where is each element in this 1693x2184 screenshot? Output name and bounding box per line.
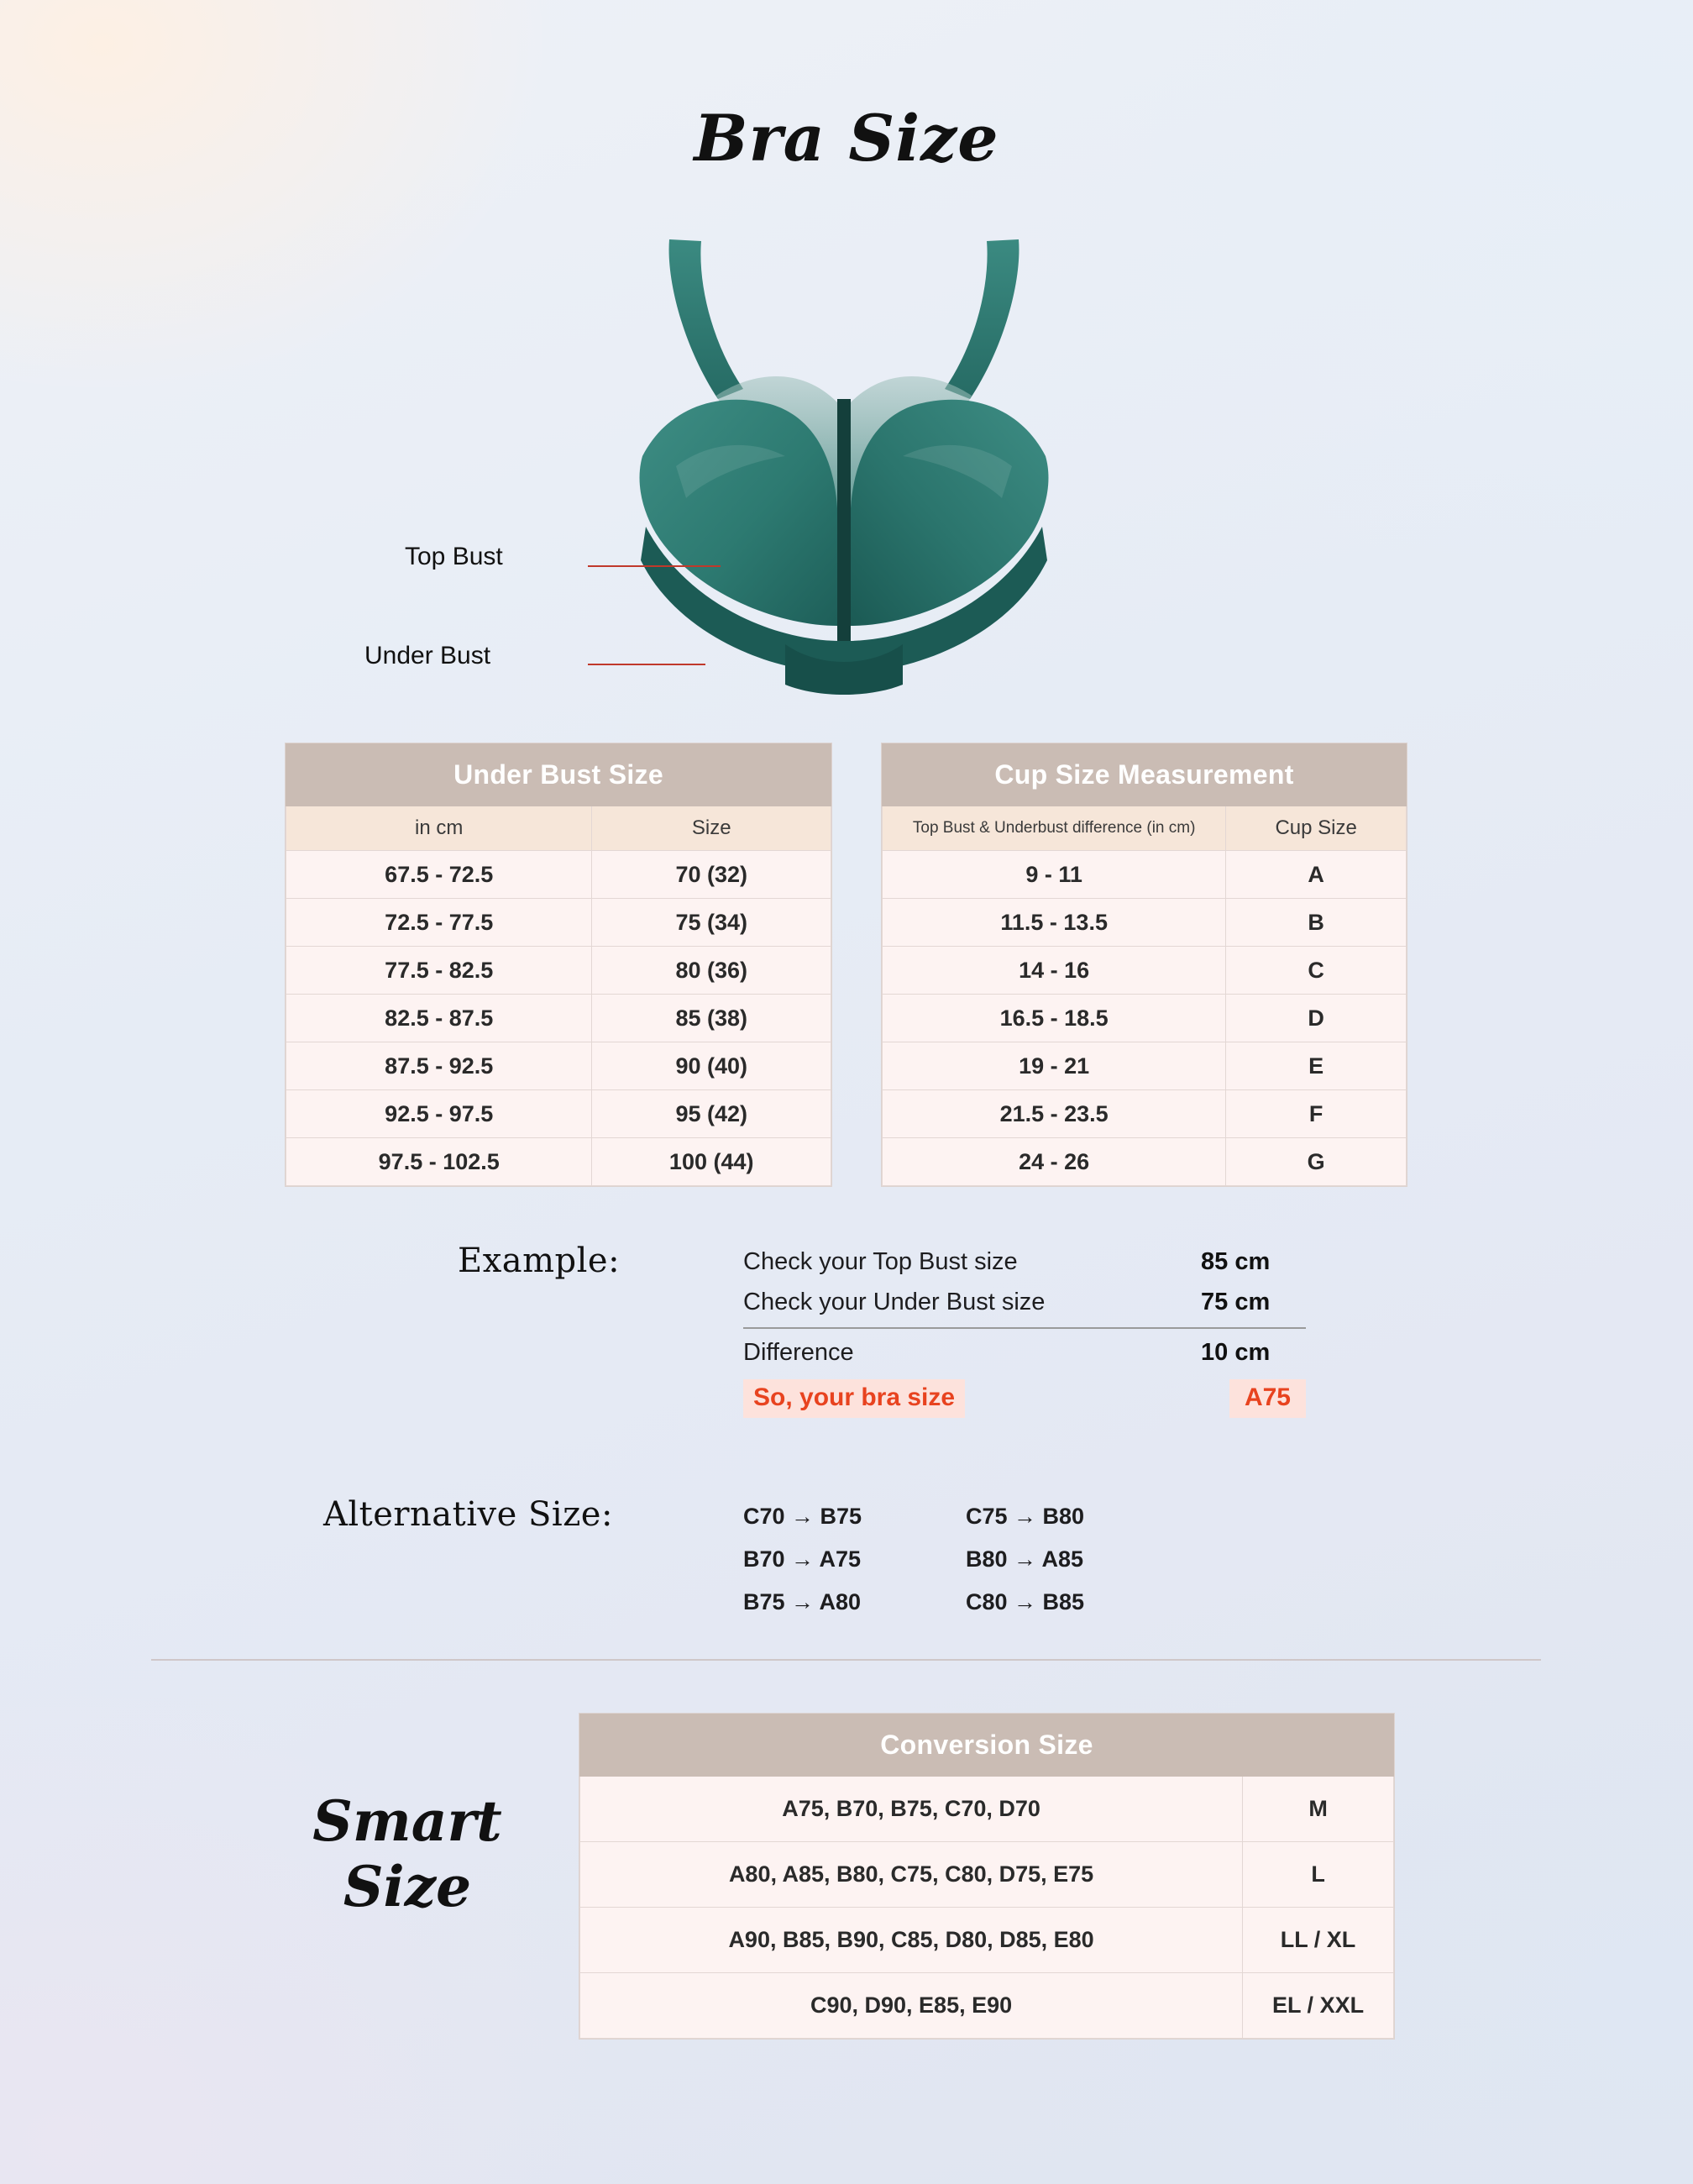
conversion-label: M	[1243, 1777, 1394, 1842]
table-row	[286, 1042, 831, 1090]
cup-size-measurement-table	[882, 743, 1407, 1186]
cup-size-col-difference: Top Bust & Underbust difference (in cm)	[883, 806, 1226, 851]
cup-letter: B	[1226, 899, 1407, 947]
example-row-value: 10 cm	[1201, 1339, 1271, 1366]
cup-difference: 11.5 - 13.5	[883, 899, 1226, 947]
cup-size-col-cup: Cup Size	[1226, 806, 1407, 851]
table-row	[286, 947, 831, 995]
under-bust-cm: 77.5 - 82.5	[286, 947, 592, 995]
table-row	[883, 1090, 1407, 1138]
section-divider	[151, 1659, 1541, 1661]
under-bust-col-size: Size	[592, 806, 831, 851]
alternative-size-item: C70 → B75	[743, 1504, 862, 1529]
page-title: Bra Size	[694, 101, 999, 176]
table-row	[883, 851, 1407, 899]
under-bust-size: 85 (38)	[592, 995, 831, 1042]
table-row	[286, 1090, 831, 1138]
example-row-value: 85 cm	[1201, 1248, 1271, 1275]
cup-letter: G	[1226, 1138, 1407, 1186]
table-row	[286, 1138, 831, 1186]
example-row-value: 75 cm	[1201, 1289, 1271, 1315]
example-result-label: So, your bra size	[743, 1379, 965, 1418]
example-block	[743, 1243, 1306, 1425]
under-bust-size: 95 (42)	[592, 1090, 831, 1138]
leader-line-under-bust	[588, 664, 705, 665]
leader-line-top-bust	[588, 565, 721, 567]
under-bust-cm: 92.5 - 97.5	[286, 1090, 592, 1138]
table-row	[580, 1908, 1394, 1973]
alternative-size-item: C80 → B85	[966, 1589, 1085, 1614]
alternative-size-item: B70 → A75	[743, 1546, 862, 1572]
cup-difference: 14 - 16	[883, 947, 1226, 995]
under-bust-size: 75 (34)	[592, 899, 831, 947]
under-bust-cm: 72.5 - 77.5	[286, 899, 592, 947]
conversion-size-table	[579, 1714, 1394, 2039]
alternative-size-grid	[743, 1504, 1213, 1615]
example-result-row	[743, 1374, 1306, 1425]
example-divider	[743, 1327, 1306, 1329]
conversion-sizes: C90, D90, E85, E90	[580, 1973, 1243, 2039]
under-bust-size: 80 (36)	[592, 947, 831, 995]
cup-difference: 9 - 11	[883, 851, 1226, 899]
under-bust-size-table	[286, 743, 831, 1186]
example-row	[743, 1334, 1306, 1374]
under-bust-cm: 87.5 - 92.5	[286, 1042, 592, 1090]
conversion-sizes: A90, B85, B90, C85, D80, D85, E80	[580, 1908, 1243, 1973]
alternative-size-item: B80 → A85	[966, 1546, 1084, 1572]
under-bust-cm: 97.5 - 102.5	[286, 1138, 592, 1186]
table-row	[883, 947, 1407, 995]
callout-under-bust: Under Bust	[364, 642, 491, 669]
cup-difference: 19 - 21	[883, 1042, 1226, 1090]
table-row	[883, 899, 1407, 947]
table-row	[580, 1842, 1394, 1908]
conversion-table-header: Conversion Size	[580, 1714, 1394, 1777]
alternative-size-label: Alternative Size:	[323, 1495, 613, 1534]
callout-top-bust: Top Bust	[405, 543, 503, 570]
cup-difference: 24 - 26	[883, 1138, 1226, 1186]
cup-letter: A	[1226, 851, 1407, 899]
table-row	[580, 1777, 1394, 1842]
alternative-size-item: B75 → A80	[743, 1589, 862, 1614]
conversion-sizes: A75, B70, B75, C70, D70	[580, 1777, 1243, 1842]
example-row-label: Difference	[743, 1339, 854, 1366]
cup-letter: E	[1226, 1042, 1407, 1090]
alternative-size-item: C75 → B80	[966, 1504, 1085, 1529]
cup-difference: 16.5 - 18.5	[883, 995, 1226, 1042]
table-row	[286, 851, 831, 899]
smart-size-title: Smart Size	[312, 1788, 502, 1919]
example-row-label: Check your Under Bust size	[743, 1289, 1046, 1315]
conversion-label: LL / XL	[1243, 1908, 1394, 1973]
example-result-value: A75	[1229, 1379, 1306, 1418]
under-bust-col-cm: in cm	[286, 806, 592, 851]
table-row	[286, 995, 831, 1042]
example-row	[743, 1284, 1306, 1324]
under-bust-size: 100 (44)	[592, 1138, 831, 1186]
table-row	[883, 1042, 1407, 1090]
table-row	[883, 1138, 1407, 1186]
under-bust-table-header: Under Bust Size	[286, 744, 831, 806]
under-bust-size: 70 (32)	[592, 851, 831, 899]
conversion-label: EL / XXL	[1243, 1973, 1394, 2039]
example-label: Example:	[458, 1242, 621, 1280]
cup-letter: F	[1226, 1090, 1407, 1138]
example-row	[743, 1243, 1306, 1284]
under-bust-cm: 67.5 - 72.5	[286, 851, 592, 899]
conversion-sizes: A80, A85, B80, C75, C80, D75, E75	[580, 1842, 1243, 1908]
cup-letter: D	[1226, 995, 1407, 1042]
cup-letter: C	[1226, 947, 1407, 995]
cup-difference: 21.5 - 23.5	[883, 1090, 1226, 1138]
table-row	[580, 1973, 1394, 2039]
cup-size-table-header: Cup Size Measurement	[883, 744, 1407, 806]
bra-illustration	[617, 231, 1071, 718]
table-row	[286, 899, 831, 947]
table-row	[883, 995, 1407, 1042]
under-bust-size: 90 (40)	[592, 1042, 831, 1090]
example-row-label: Check your Top Bust size	[743, 1248, 1018, 1275]
conversion-label: L	[1243, 1842, 1394, 1908]
under-bust-cm: 82.5 - 87.5	[286, 995, 592, 1042]
